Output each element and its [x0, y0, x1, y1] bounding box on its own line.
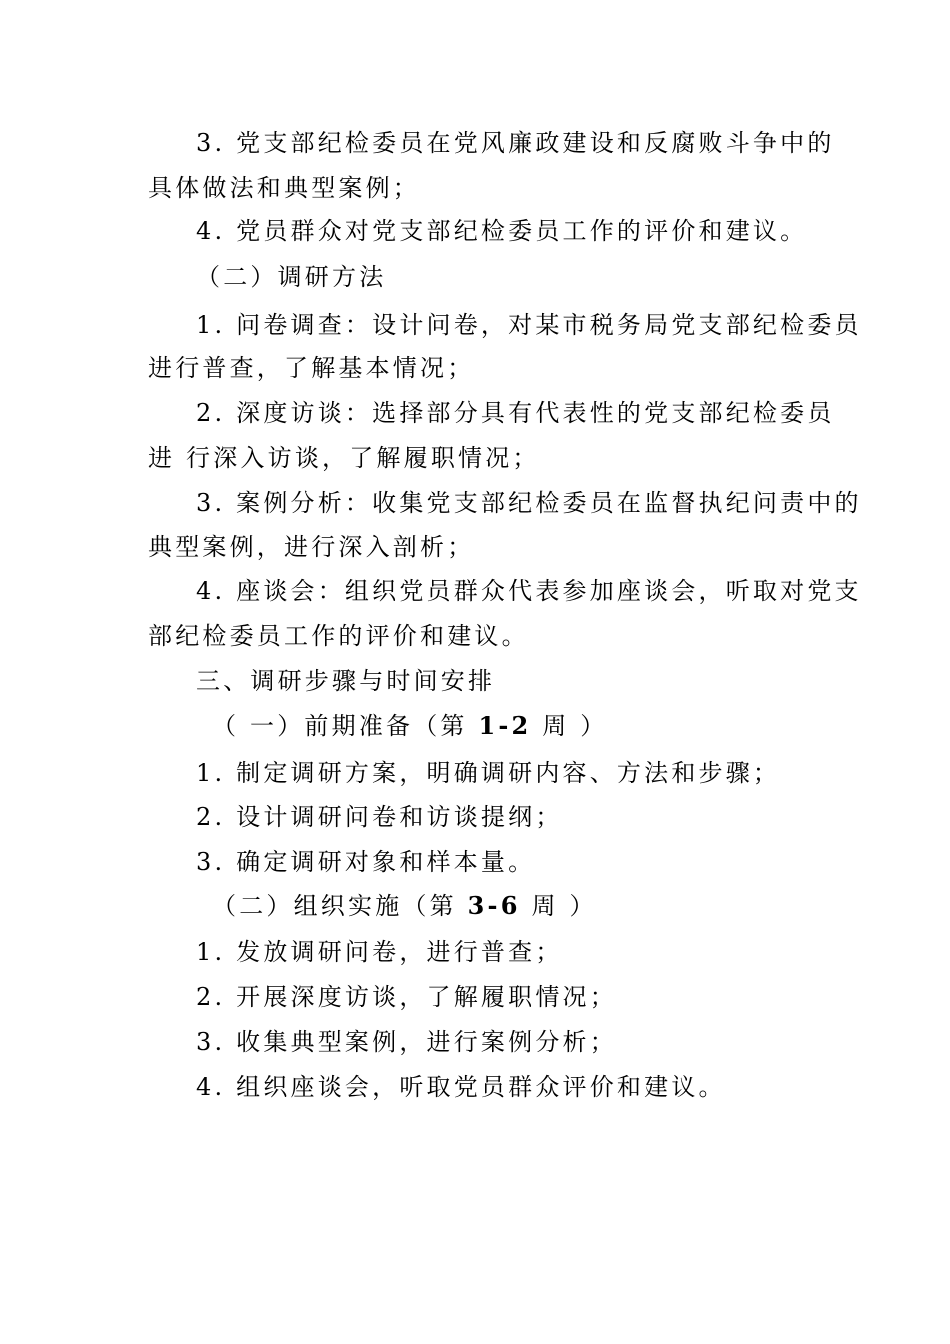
week-range: 3-6: [467, 891, 521, 920]
paragraph-line: 4. 党员群众对党支部纪检委员工作的评价和建议。: [196, 217, 808, 245]
paragraph-line: 3. 确定调研对象和样本量。: [196, 848, 536, 876]
paragraph-line: 进 行深入访谈，了解履职情况；: [148, 444, 540, 472]
subheading-prefix: （二）组织实施（第: [212, 892, 468, 920]
paragraph-line: 3. 党支部纪检委员在党风廉政建设和反腐败斗争中的: [196, 129, 835, 157]
paragraph-line: 具体做法和典型案例；: [148, 174, 420, 202]
section-heading: 三、调研步骤与时间安排: [196, 667, 496, 695]
paragraph-line: 部纪检委员工作的评价和建议。: [148, 622, 529, 650]
paragraph-line: 2. 设计调研问卷和访谈提纲；: [196, 803, 563, 831]
paragraph-line: 2. 深度访谈：选择部分具有代表性的党支部纪检委员: [196, 399, 835, 427]
subheading: [212, 711, 608, 741]
subheading: [212, 891, 597, 921]
paragraph-line: 1. 制定调研方案，明确调研内容、方法和步骤；: [196, 759, 781, 787]
paragraph-line: 1. 发放调研问卷，进行普查；: [196, 938, 563, 966]
paragraph-line: 4. 座谈会：组织党员群众代表参加座谈会，听取对党支: [196, 577, 862, 605]
paragraph-line: 2. 开展深度访谈，了解履职情况；: [196, 983, 617, 1011]
paragraph-line: 4. 组织座谈会，听取党员群众评价和建议。: [196, 1073, 726, 1101]
subheading-prefix: （ 一）前期准备（第: [212, 712, 479, 740]
paragraph-line: 3. 案例分析：收集党支部纪检委员在监督执纪问责中的: [196, 489, 862, 517]
paragraph-line: 1. 问卷调查：设计问卷，对某市税务局党支部纪检委员: [196, 311, 862, 339]
week-range: 1-2: [478, 711, 532, 740]
paragraph-line: 进行普查，了解基本情况；: [148, 354, 475, 382]
subheading-suffix: 周 ）: [531, 712, 608, 740]
subheading-suffix: 周 ）: [520, 892, 597, 920]
subheading: （二）调研方法: [196, 263, 387, 291]
paragraph-line: 3. 收集典型案例，进行案例分析；: [196, 1028, 617, 1056]
paragraph-line: 典型案例，进行深入剖析；: [148, 533, 475, 561]
